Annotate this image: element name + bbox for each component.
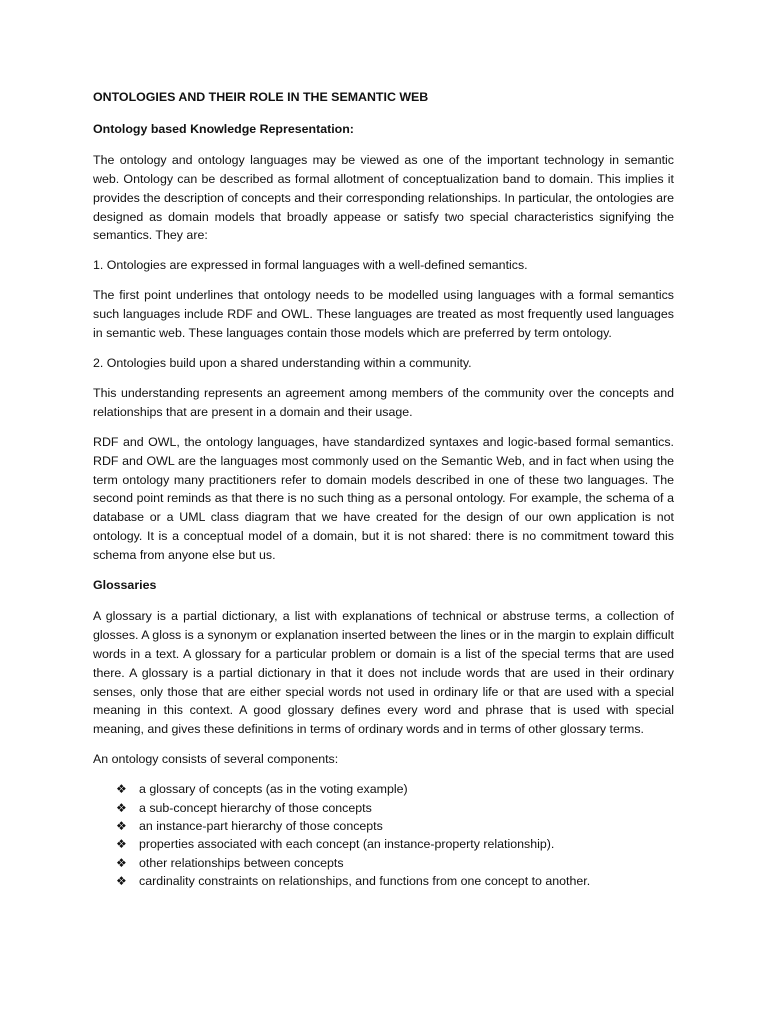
glossaries-heading: Glossaries xyxy=(93,578,157,593)
list-item xyxy=(93,854,674,872)
list-item xyxy=(93,872,674,890)
intro-paragraph: The ontology and ontology languages may be viewed as one of the important technology in semantic web. Ontology can be described as formal allotment of conceptualization band to domain. This implies it provides the description of concepts and their corresponding relationships. In particular, the ontologies are designed as domain models that broadly appease or satisfy two special characteristics signifying the semantics. They are: xyxy=(93,152,674,243)
list-item xyxy=(93,817,674,835)
diamond-bullet-icon: ❖ xyxy=(116,800,127,815)
point-one-explanation: The first point underlines that ontology needs to be modelled using languages with a formal semantics such languages include RDF and OWL. These languages are treated as most frequently used languages in semantic web. These languages contain those models which are preferred by term ontology. xyxy=(93,288,674,341)
list-item-text: properties associated with each concept (an instance-property relationship). xyxy=(139,837,555,852)
point-one: 1. Ontologies are expressed in formal languages with a well-defined semantics. xyxy=(93,258,528,273)
diamond-bullet-icon: ❖ xyxy=(116,782,127,797)
point-two: 2. Ontologies build upon a shared understanding within a community. xyxy=(93,355,472,370)
list-item-text: a glossary of concepts (as in the voting example) xyxy=(139,782,408,797)
diamond-bullet-icon: ❖ xyxy=(116,874,127,889)
diamond-bullet-icon: ❖ xyxy=(116,819,127,833)
list-item-text: cardinality constraints on relationships, and functions from one concept to another. xyxy=(139,874,591,889)
list-item xyxy=(93,799,674,817)
diamond-bullet-icon: ❖ xyxy=(116,837,127,852)
point-two-explanation: This understanding represents an agreement among members of the community over the concepts and relationships that are present in a domain and their usage. xyxy=(93,385,674,419)
list-item-text: other relationships between concepts xyxy=(139,855,344,870)
section-subtitle: Ontology based Knowledge Representation: xyxy=(93,121,354,136)
components-list xyxy=(93,780,674,890)
rdf-owl-paragraph: RDF and OWL, the ontology languages, have standardized syntaxes and logic-based formal semantics. RDF and OWL are the languages most commonly used on the Semantic Web, and in fact when using the term ontology many practitioners refer to domain models described in one of these two languages. The second point reminds as that there is no such thing as a personal ontology. For example, the schema of a database or a UML class diagram that we have created for the design of our own application is not ontology. It is a conceptual model of a domain, but it is not shared: there is no commitment toward this schema from anyone else but us. xyxy=(93,434,674,563)
list-item xyxy=(93,780,674,798)
document-page xyxy=(93,88,674,891)
document-title: ONTOLOGIES AND THEIR ROLE IN THE SEMANTIC WEB xyxy=(93,90,429,104)
glossary-paragraph: A glossary is a partial dictionary, a list with explanations of technical or abstruse terms, a collection of glosses. A gloss is a synonym or explanation inserted between the lines or in the margin to explain difficult words in a text. A glossary for a particular problem or domain is a list of the special terms that are used there. A glossary is a partial dictionary in that it does not include words that are used in their ordinary senses, only those that are either special words not used in ordinary life or that are used with a special meaning in this context. A good glossary defines every word and phrase that is used with special meaning, and gives these definitions in terms of ordinary words and in terms of other glossary terms. xyxy=(93,608,674,737)
components-intro: An ontology consists of several components: xyxy=(93,752,339,767)
list-item-text: a sub-concept hierarchy of those concepts xyxy=(139,800,372,815)
list-item-text: an instance-part hierarchy of those concepts xyxy=(139,819,383,833)
list-item xyxy=(93,835,674,853)
diamond-bullet-icon: ❖ xyxy=(116,855,127,870)
